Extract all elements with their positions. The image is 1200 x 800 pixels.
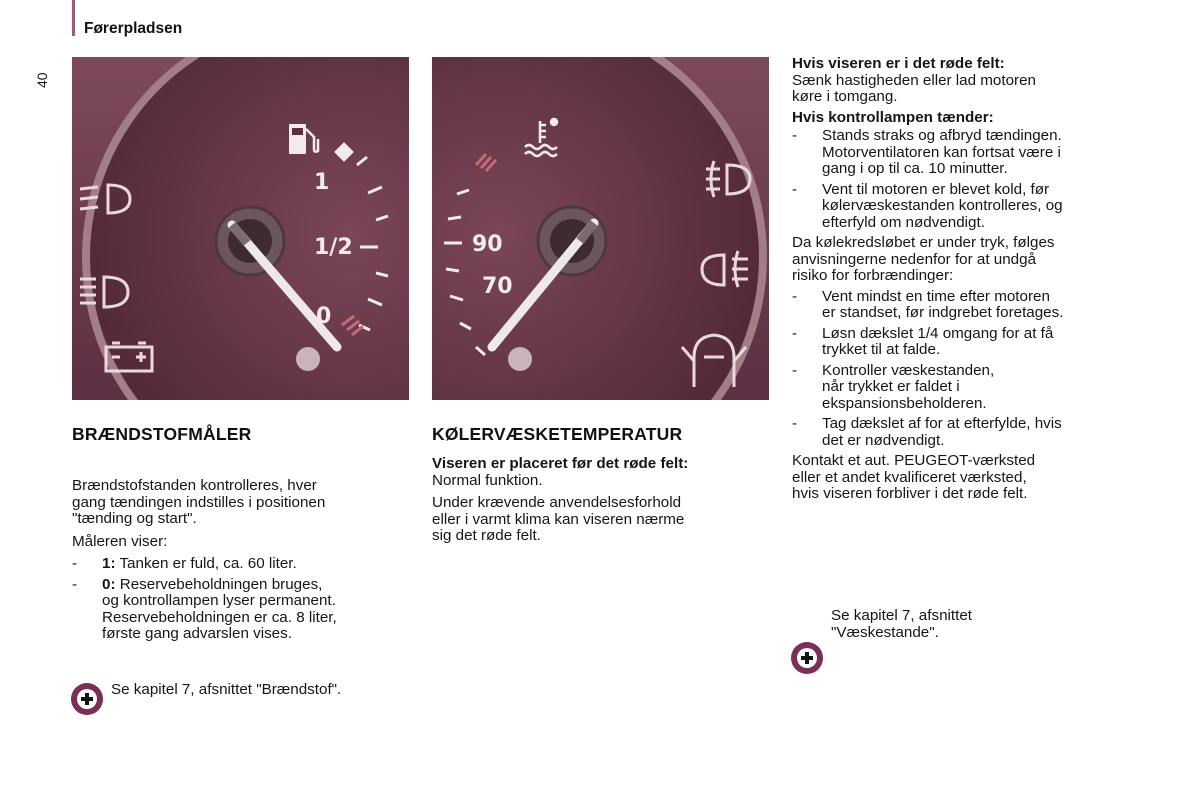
list-item: - Vent til motoren er blevet kold, før kølervæskestanden kontrolleres, og efterfyld om nødvendigt.: [792, 180, 1063, 231]
list-item: - 0: Reservebeholdningen bruges, og kontrollampen lyser permanent. Reservebeholdningen er ca. 8 liter, første gang advarslen vises.: [72, 575, 337, 642]
list-item: - Tag dækslet af for at efterfylde, hvis det er nødvendigt.: [792, 415, 1062, 449]
list-item: - 1: Tanken er fuld, ca. 60 liter.: [72, 555, 297, 572]
fuel-readings-list: [72, 556, 412, 643]
pressure-steps-list: [792, 289, 1137, 450]
page-number: 40: [34, 72, 50, 88]
fuel-gauge-body: [72, 478, 412, 647]
fuel-scale-half: 1/2: [314, 235, 353, 260]
coolant-body: [432, 456, 772, 551]
page-header-title: Førerpladsen: [84, 20, 183, 37]
coolant-gauge-illustration: [432, 57, 769, 400]
contact-workshop: Kontakt et aut. PEUGEOT-værksted eller et andet kvalificeret værksted, hvis viseren forbliver i det røde felt.: [792, 452, 1036, 502]
fuel-gauge-illustration: [72, 57, 409, 400]
fuel-scale-empty: 0: [316, 304, 332, 329]
warning-lamp-heading: Hvis kontrollampen tænder:: [792, 108, 994, 126]
fuel-scale-full: 1: [314, 170, 330, 195]
coolant-heading: KØLERVÆSKETEMPERATUR: [432, 424, 683, 444]
list-item: - Vent mindst en time efter motoren er standset, før indgrebet foretages.: [792, 287, 1064, 321]
fuel-chapter-reference: Se kapitel 7, afsnittet "Brændstof".: [111, 681, 342, 698]
header-accent-bar: [72, 0, 75, 36]
coolant-scale-low: 70: [482, 274, 513, 299]
fuel-gauge-heading: BRÆNDSTOFMÅLER: [72, 424, 252, 444]
info-plus-icon: [791, 642, 823, 674]
red-zone-paragraph: Hvis viseren er i det røde felt: Sænk hastigheden eller lad motoren køre i tomgang.: [792, 55, 1036, 105]
red-zone-body: [792, 56, 1137, 509]
fuel-intro: Brændstofstanden kontrolleres, hver gang tændingen indstilles i positionen "tænding og start".: [72, 477, 326, 527]
pressure-warning: Da kølekredsløbet er under tryk, følges anvisningerne nedenfor for at undgå risiko for forbrændinger:: [792, 234, 1055, 284]
list-item: - Løsn dækslet 1/4 omgang for at få trykket til at falde.: [792, 324, 1054, 358]
warning-lamp-list: [792, 128, 1137, 231]
coolant-chapter-reference: Se kapitel 7, afsnittet "Væskestande".: [831, 607, 972, 641]
info-plus-icon: [71, 683, 103, 715]
coolant-normal: Viseren er placeret før det røde felt: Normal funktion.: [432, 455, 689, 489]
coolant-demanding-conditions: Under krævende anvendelsesforhold eller i varmt klima kan viseren nærme sig det røde felt.: [432, 494, 685, 544]
list-item: - Stands straks og afbryd tændingen. Motorventilatoren kan fortsat være i gang i op til ca. 10 minutter.: [792, 127, 1062, 177]
coolant-scale-high: 90: [472, 232, 503, 257]
list-item: - Kontroller væskestanden, når trykket er faldet i ekspansionsbeholderen.: [792, 361, 995, 412]
fuel-shows-label: Måleren viser:: [72, 532, 168, 550]
